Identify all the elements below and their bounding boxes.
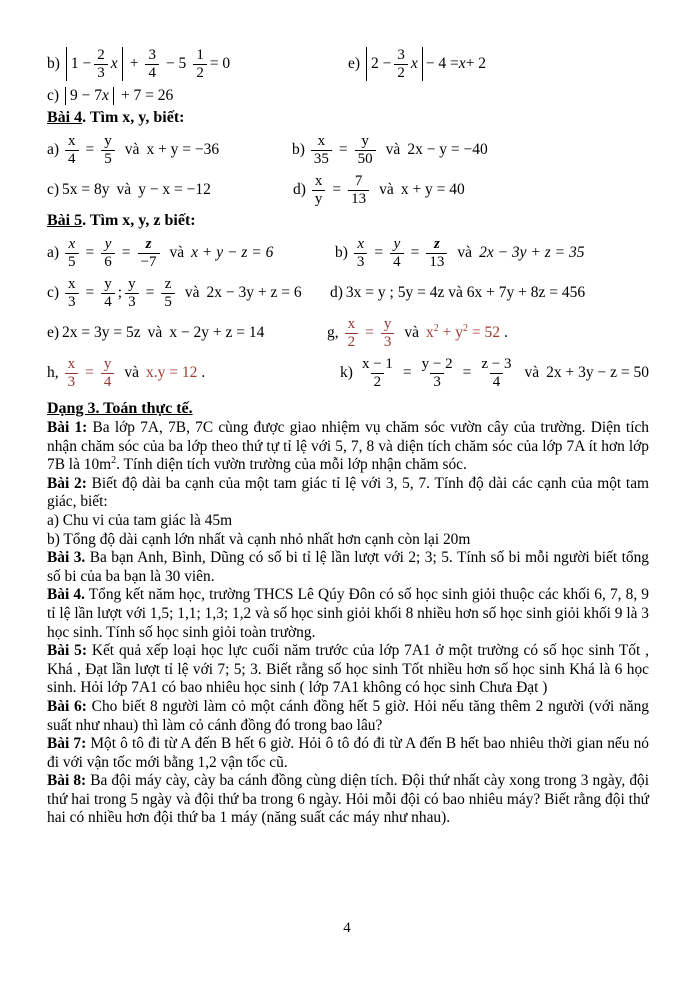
fraction: $\frac{y}{3}$ (125, 276, 139, 310)
bai4-item-a: a) $\frac{x}{4}$ = $\frac{y}{5}$ và x + y = −36 (47, 133, 220, 167)
absolute-value: 2 − $\frac{3}{2}$ x (366, 47, 423, 81)
item-label: e) (348, 55, 361, 72)
fraction: $\frac{x}{35}$ (311, 133, 332, 167)
fraction: $\frac{3}{2}$ (394, 47, 408, 81)
fraction: $\frac{z}{13}$ (426, 236, 447, 270)
fraction: $\frac{7}{13}$ (348, 173, 369, 207)
problem-label: Bài 4. (47, 586, 85, 604)
red-equation: x.y = 12 (146, 364, 198, 381)
bai4-heading: Bài 4. Tìm x, y, biết: (47, 109, 185, 126)
fraction: $\frac{x}{3}$ (65, 276, 79, 310)
item-e: e) 2 − $\frac{3}{2}$ x − 4 = x + 2 (348, 47, 487, 81)
bai5-row-eg (47, 313, 649, 353)
item-b: b) 1 − $\frac{2}{3}$ x + $\frac{3}{4}$ − 5 $\frac{1}{2}$ = 0 (47, 47, 231, 81)
problem-bai-2-sub-b: b) Tổng độ dài cạnh lớn nhất và cạnh nhỏ nhất hơn cạnh còn lại 20m (47, 530, 471, 548)
problem-bai-1: Bài 1: Ba lớp 7A, 7B, 7C cùng được giao nhiệm vụ chăm sóc vườn cây của trường. Diện tích nhận chăm sóc của ba lớp theo thứ tự tỉ lệ với 5, 7, 8 và diện tích chăm sóc của lớp 7A ít hơn lớp 7B là $10m^2$. Tính diện tích vườn trường của mỗi lớp nhận chăm sóc. (47, 419, 650, 474)
problem-bai-4: Bài 4. Tổng kết năm học, trường THCS Lê Qúy Đôn có số học sinh giỏi thuộc các khối 6, 7, 8, 9 tỉ lệ lần lượt với 1,5; 1,1; 1,3; 1,2 và số học sinh giỏi khối 8 nhiều hơn số học sinh giỏi khối 9 là 3 học sinh. Tính số học sinh giỏi toàn trường. (47, 586, 649, 641)
fraction: $\frac{y}{4}$ (101, 276, 115, 310)
fraction: $\frac{y}{4}$ (390, 236, 404, 270)
problem-bai-5: Bài 5: Kết quả xếp loại học lực cuối năm trước của lớp 7A1 ở một trường có số học sinh Tốt , Khá , Đạt lần lượt tỉ lệ với 7; 5; 3. Biết rằng số học sinh Tốt nhiều hơn số học sinh Khá là 6 học sinh. Hỏi lớp 7A1 có bao nhiêu học sinh ( lớp 7A1 không có học sinh Chưa Đạt ) (47, 642, 650, 697)
fraction: $\frac{x}{3}$ (354, 236, 368, 270)
item-c: c) 9 − 7 x + 7 = 26 (47, 86, 174, 104)
page-number: 4 (343, 920, 351, 936)
bai5-row-hk (47, 353, 649, 393)
bai5-item-d: d) 3x = y ; 5y = 4z và 6x + 7y + 8z = 456 (330, 284, 586, 301)
bai4-row-cd (47, 170, 649, 210)
problem-label: Bài 1: (47, 419, 88, 436)
fraction: $\frac{3}{4}$ (145, 47, 159, 81)
fraction: $\frac{y}{6}$ (101, 236, 115, 270)
problem-bai-7: Bài 7: Một ô tô đi từ A đến B hết 6 giờ. Hỏi ô tô đó đi từ A đến B hết bao nhiêu thời gian nếu nó đi với vận tốc mới bằng 1,2 vận tốc cũ. (47, 735, 649, 771)
item-label: b) (47, 55, 60, 72)
red-equation: $x^2 + y^2 = 52$ (426, 322, 501, 341)
absolute-value: 9 − 7 x (65, 87, 114, 105)
top-row-b-e (47, 44, 649, 84)
fraction: $\frac{z - 3}{4}$ (481, 356, 512, 390)
bai5-row-ab (47, 233, 649, 273)
fraction: $\frac{2}{3}$ (94, 47, 108, 81)
bai5-item-a: a) $\frac{x}{5}$ = $\frac{y}{6}$ = $\frac{z}{-7}$ và x + y − z = 6 (47, 236, 274, 270)
fraction: $\frac{x}{3}$ (65, 356, 79, 390)
bai4-item-d: d) $\frac{x}{y}$ = $\frac{7}{13}$ và x + y = 40 (293, 173, 465, 207)
problem-label: Bài 3. (47, 549, 86, 567)
fraction: $\frac{y}{5}$ (101, 133, 115, 167)
bai5-item-h: h, $\frac{x}{3}$ = $\frac{y}{4}$ và x.y = 12 . (47, 356, 206, 390)
fraction: $\frac{x}{4}$ (65, 133, 79, 167)
page-content (47, 44, 649, 828)
bai5-item-b: b) $\frac{x}{3}$ = $\frac{y}{4}$ = $\frac{z}{13}$ và 2x − 3y + z = 35 (335, 236, 585, 270)
bai5-item-k: k) $\frac{x - 1}{2}$ = $\frac{y - 2}{3}$ = $\frac{z - 3}{4}$ và 2x + 3y − z = 50 (340, 356, 649, 390)
fraction: $\frac{x}{y}$ (312, 173, 326, 207)
bai4-item-c: c) 5x = 8y và y − x = −12 (47, 181, 211, 198)
problem-label: Bài 2: (47, 474, 87, 492)
fraction: $\frac{x - 1}{2}$ (361, 356, 393, 390)
fraction: $\frac{z}{5}$ (161, 276, 175, 310)
item-label: c) (47, 86, 60, 104)
problem-bai-8: Bài 8: Ba đội máy cày, cày ba cánh đồng cùng diện tích. Đội thứ nhất cày xong trong 3 ngày, đội thứ hai trong 5 ngày và đội thứ ba trong 6 ngày. Hỏi mỗi đội có bao nhiêu máy? Biết rằng đội thứ hai có nhiều hơn đội thứ ba 1 máy (năng suất các máy như nhau). (47, 772, 650, 827)
problem-label: Bài 6: (47, 697, 87, 715)
fraction: $\frac{y}{4}$ (101, 356, 115, 390)
fraction: $\frac{x}{2}$ (345, 316, 359, 350)
bai4-item-b: b) $\frac{x}{35}$ = $\frac{y}{50}$ và 2x − y = −40 (292, 133, 488, 167)
fraction: $\frac{x}{5}$ (65, 236, 79, 270)
bai5-row-cd (47, 273, 649, 313)
problem-label: Bài 8: (47, 772, 87, 790)
bai5-item-c: c) $\frac{x}{3}$ = $\frac{y}{4}$ ; $\frac{y}{3}$ = $\frac{z}{5}$ và 2x − 3y + z = 6 (47, 276, 302, 310)
problem-bai-2-sub-a: a) Chu vi của tam giác là 45m (47, 511, 233, 529)
bai4-row-ab (47, 130, 649, 170)
fraction: $\frac{y}{50}$ (355, 133, 376, 167)
red-fraction-group: $\frac{x}{3}$ = $\frac{y}{4}$ (62, 356, 118, 390)
fraction: $\frac{1}{2}$ (193, 47, 207, 81)
bai5-item-g: g, $\frac{x}{2}$ = $\frac{y}{3}$ và $x^2 + y^2 = 52$ . (327, 316, 508, 350)
superscript: 2 (111, 455, 117, 467)
problem-label: Bài 7: (47, 735, 87, 753)
red-fraction-group: $\frac{x}{2}$ = $\frac{y}{3}$ (342, 316, 398, 350)
problem-bai-3: Bài 3. Ba bạn Anh, Bình, Dũng có số bi tỉ lệ lần lượt với 2; 3; 5. Tính số bi mỗi người biết tổng số bi của ba bạn là 30 viên. (47, 549, 649, 585)
dang3-heading: Dạng 3. Toán thực tế. (47, 400, 193, 417)
top-row-c (47, 84, 649, 107)
fraction: $\frac{y}{3}$ (381, 316, 395, 350)
bai5-item-e: e) 2x = 3y = 5z và x − 2y + z = 14 (47, 324, 265, 341)
fraction: $\frac{y - 2}{3}$ (421, 356, 453, 390)
problem-bai-2: Bài 2: Biết độ dài ba cạnh của một tam giác tỉ lệ với 3, 5, 7. Tính độ dài các cạnh của một tam giác, biết: (47, 474, 649, 511)
fraction: $\frac{z}{-7}$ (138, 236, 160, 270)
bai5-heading: Bài 5. Tìm x, y, z biết: (47, 212, 196, 229)
absolute-value: 1 − $\frac{2}{3}$ x (66, 47, 123, 81)
problem-bai-6: Bài 6: Cho biết 8 người làm cỏ một cánh đồng hết 5 giờ. Hỏi nếu tăng thêm 2 người (với năng suất như nhau) thì làm cỏ cánh đồng đó trong bao lâu? (47, 697, 649, 734)
problem-label: Bài 5: (47, 642, 87, 660)
